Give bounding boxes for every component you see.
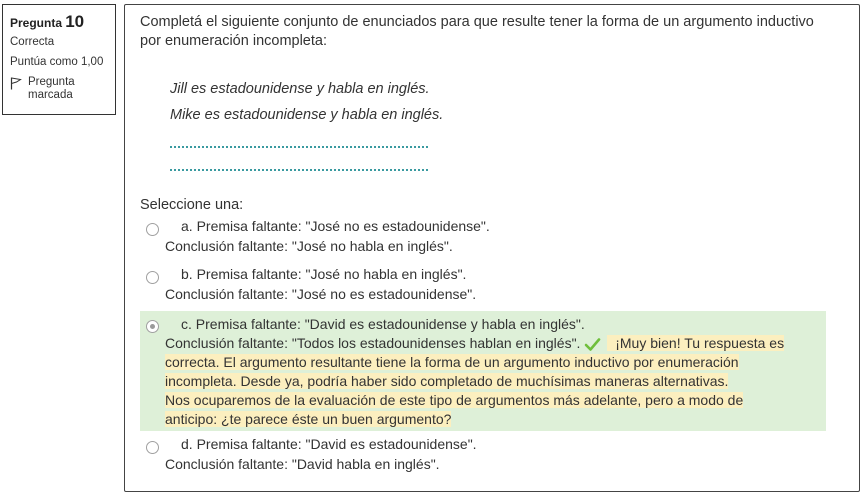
question-status: Correcta	[10, 36, 55, 48]
blank-conclusion-line	[170, 169, 428, 171]
option-c-body	[165, 334, 795, 429]
blank-premise-line	[170, 146, 428, 148]
example-statement: Mike es estadounidense y habla en inglés.	[170, 107, 444, 123]
feedback-line: correcta. El argumento resultante tiene la forma de un argumento inductivo por enumeración	[165, 354, 739, 370]
question-number-row	[10, 12, 115, 32]
flag-question-toggle[interactable]	[10, 76, 115, 102]
question-points: Puntúa como 1,00	[10, 56, 104, 68]
question-content	[124, 4, 860, 492]
radio-option-a[interactable]	[146, 223, 159, 236]
answer-option-c[interactable]	[140, 311, 826, 431]
radio-option-d[interactable]	[146, 441, 159, 454]
question-info	[2, 4, 116, 115]
option-d-conclusion: Conclusión faltante: "David habla en inglés".	[165, 456, 440, 472]
answer-option-d[interactable]	[140, 435, 826, 477]
feedback-line	[607, 335, 784, 351]
check-icon	[584, 337, 601, 352]
option-a-premise: a. Premisa faltante: "José no es estadounidense".	[181, 218, 490, 234]
option-b-premise: b. Premisa faltante: "José no habla en inglés".	[181, 266, 467, 282]
feedback-line: Nos ocuparemos de la evaluación de este tipo de argumentos más adelante, pero a modo de	[165, 392, 744, 408]
answer-option-b[interactable]	[140, 265, 826, 307]
feedback-text: ¡Muy bien! Tu respuesta es	[615, 335, 785, 351]
option-d-premise: d. Premisa faltante: "David es estadounidense".	[181, 436, 477, 452]
question-label: Pregunta	[10, 16, 63, 30]
option-a-conclusion: Conclusión faltante: "José no habla en inglés".	[165, 238, 453, 254]
option-b-conclusion: Conclusión faltante: "José no es estadounidense".	[165, 286, 477, 302]
feedback-line: incompleta. Desde ya, podría haber sido completado de muchísimas maneras alternativas.	[165, 373, 729, 389]
feedback-line: anticipo: ¿te parece éste un buen argumento?	[165, 411, 452, 427]
select-one-label: Seleccione una:	[140, 197, 244, 213]
radio-option-c[interactable]	[146, 320, 159, 333]
flag-icon	[10, 77, 22, 90]
radio-option-b[interactable]	[146, 271, 159, 284]
option-c-premise: c. Premisa faltante: "David es estadounidense y habla en inglés".	[181, 316, 585, 332]
question-number: 10	[65, 12, 85, 31]
question-text: Completá el siguiente conjunto de enunciados para que resulte tener la forma de un argumento inductivo por enumeración incompleta:	[140, 14, 814, 49]
flag-label: Pregunta marcada	[28, 76, 75, 101]
answer-option-a[interactable]	[140, 217, 826, 259]
example-statement: Jill es estadounidense y habla en inglés.	[170, 81, 430, 97]
option-c-conclusion: Conclusión faltante: "Todos los estadounidenses hablan en inglés".	[165, 335, 581, 351]
